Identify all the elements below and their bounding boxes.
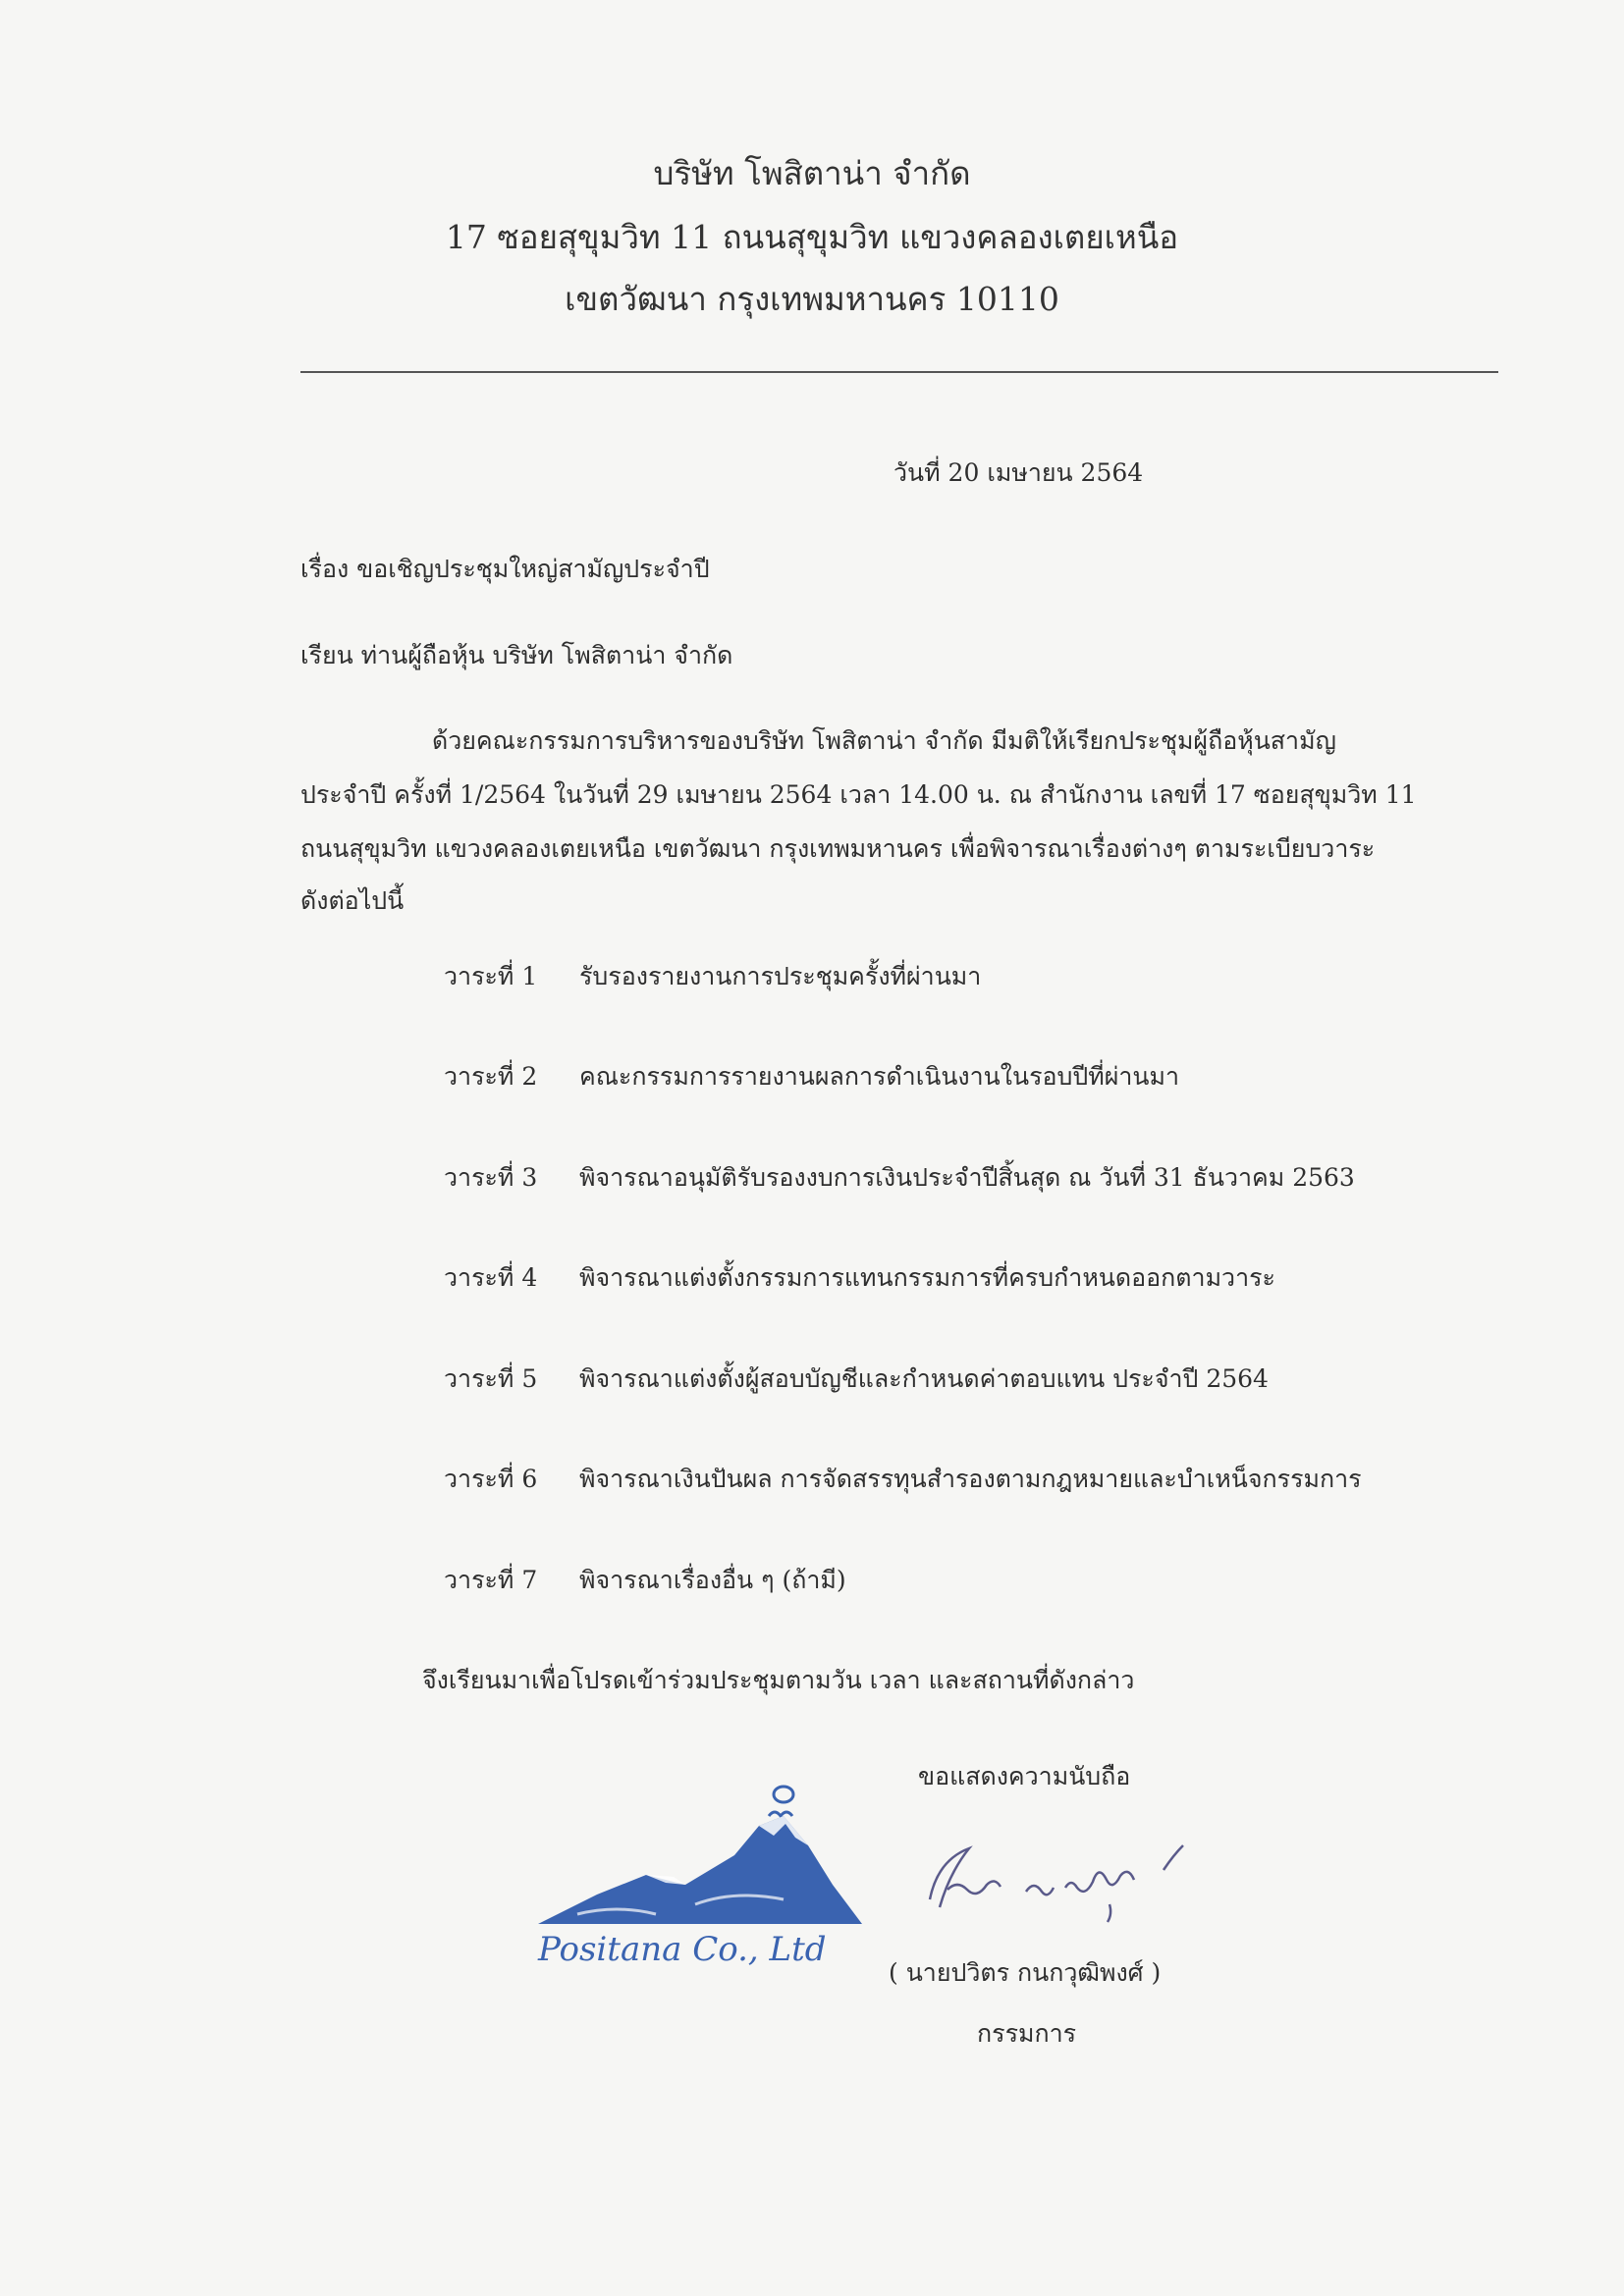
body-line-2: ประจำปี ครั้งที่ 1/2564 ในวันที่ 29 เมษายน 2564 เวลา 14.00 น. ณ สำนักงาน เลขที่ 17 ซอยสุขุมวิท 11 [300,780,1417,809]
closing-sentence: จึงเรียนมาเพื่อโปรดเข้าร่วมประชุมตามวัน เวลา และสถานที่ดังกล่าว [422,1666,1135,1694]
letter-subject: เรื่อง ขอเชิญประชุมใหญ่สามัญประจำปี [300,555,710,583]
agenda-text: พิจารณาเรื่องอื่น ๆ (ถ้ามี) [579,1566,846,1594]
agenda-text: พิจารณาแต่งตั้งผู้สอบบัญชีและกำหนดค่าตอบแทน ประจำปี 2564 [579,1364,1269,1393]
company-logo [538,1777,872,1973]
body-line-3: ถนนสุขุมวิท แขวงคลองเตยเหนือ เขตวัฒนา กรุงเทพมหานคร เพื่อพิจารณาเรื่องต่างๆ ตามระเบียบวาระ [300,834,1376,863]
agenda-number: วาระที่ 6 [444,1465,538,1493]
header-divider [300,371,1498,373]
agenda-number: วาระที่ 2 [444,1062,538,1091]
agenda-number: วาระที่ 3 [444,1163,538,1192]
agenda-text: รับรองรายงานการประชุมครั้งที่ผ่านมา [579,962,982,990]
company-address-line2: เขตวัฒนา กรุงเทพมหานคร 10110 [565,280,1059,318]
signatory-name: ( นายปวิตร กนกวุฒิพงศ์ ) [889,1958,1162,1987]
agenda-text: พิจารณาอนุมัติรับรองงบการเงินประจำปีสิ้นสุด ณ วันที่ 31 ธันวาคม 2563 [579,1163,1355,1192]
handwritten-signature [918,1831,1213,1939]
agenda-text: พิจารณาเงินปันผล การจัดสรรทุนสำรองตามกฎหมายและบำเหน็จกรรมการ [579,1465,1362,1493]
company-address-line1: 17 ซอยสุขุมวิท 11 ถนนสุขุมวิท แขวงคลองเตยเหนือ [445,218,1179,256]
agenda-text: พิจารณาแต่งตั้งกรรมการแทนกรรมการที่ครบกำหนดออกตามวาระ [579,1263,1275,1292]
agenda-number: วาระที่ 7 [444,1566,538,1594]
agenda-number: วาระที่ 5 [444,1364,538,1393]
agenda-number: วาระที่ 1 [444,962,538,990]
body-line-4: ดังต่อไปนี้ [300,886,405,915]
letter-recipient: เรียน ท่านผู้ถือหุ้น บริษัท โพสิตาน่า จำกัด [300,641,733,669]
company-name: บริษัท โพสิตาน่า จำกัด [653,154,971,192]
signatory-title: กรรมการ [977,2019,1077,2048]
regards: ขอแสดงความนับถือ [918,1762,1131,1790]
body-line-1: ด้วยคณะกรรมการบริหารของบริษัท โพสิตาน่า จำกัด มีมติให้เรียกประชุมผู้ถือหุ้นสามัญ [432,726,1336,755]
agenda-text: คณะกรรมการรายงานผลการดำเนินงานในรอบปีที่ผ่านมา [579,1062,1180,1091]
logo-caption: Positana Co., Ltd [538,1930,827,1969]
agenda-number: วาระที่ 4 [444,1263,538,1292]
letter-date: วันที่ 20 เมษายน 2564 [893,458,1144,487]
